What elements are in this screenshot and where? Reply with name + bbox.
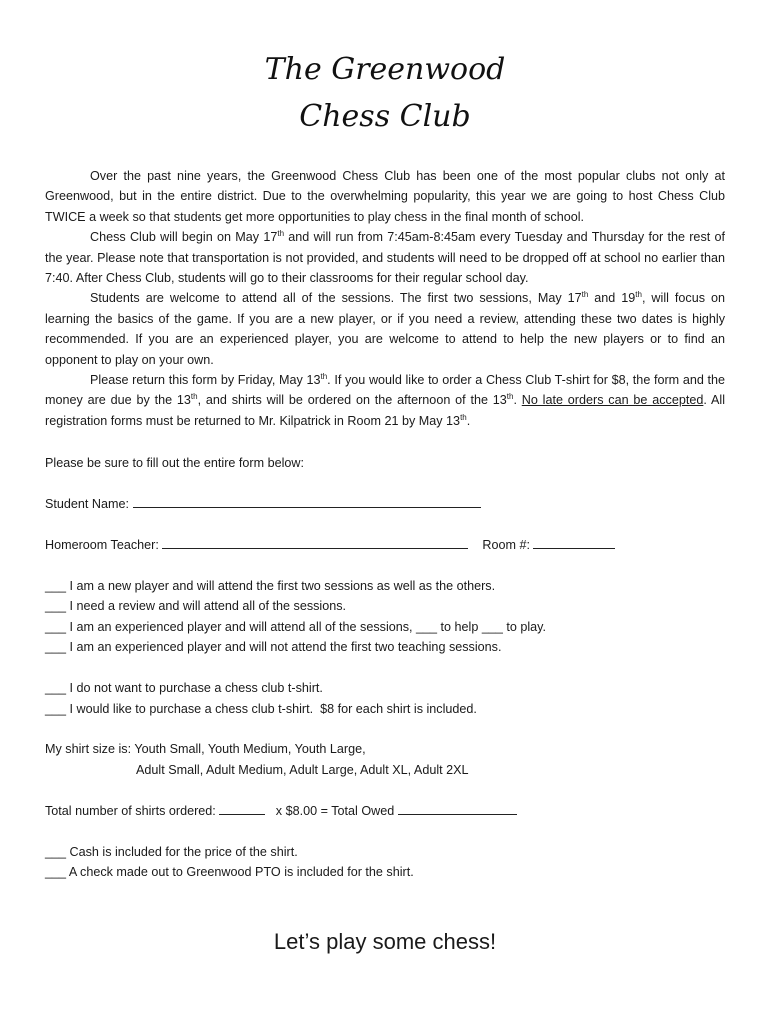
option-checkbox[interactable]: ___ <box>45 681 67 695</box>
student-name-row <box>45 494 481 514</box>
option-experienced-skip: ___ I am an experienced player and will not attend the first two teaching sessions. <box>45 640 502 654</box>
option-new-player: ___ I am a new player and will attend the first two sessions as well as the others. <box>45 579 496 593</box>
homeroom-row <box>45 535 615 555</box>
total-owed-field[interactable] <box>398 802 517 815</box>
option-checkbox[interactable]: ___ <box>45 865 67 879</box>
student-name-label: Student Name: <box>45 497 133 511</box>
option-checkbox[interactable]: ___ <box>45 845 67 859</box>
option-checkbox[interactable]: ___ <box>45 579 67 593</box>
total-shirts-field[interactable] <box>219 802 265 815</box>
option-checkbox[interactable]: ___ <box>45 702 67 716</box>
homeroom-teacher-label: Homeroom Teacher: <box>45 538 163 552</box>
shirt-option-no: ___ I do not want to purchase a chess club t-shirt. <box>45 681 323 695</box>
shirt-size-line-1: My shirt size is: Youth Small, Youth Medium, Youth Large, <box>45 742 366 756</box>
paragraph-history: Over the past nine years, the Greenwood Chess Club has been one of the most popular clubs not only at Greenwood, but in the entire district. Due to the overwhelming popularity, this year we are going to host Chess Club TWICE a week so that students get more opportunities to play chess in the final month of school. <box>45 169 725 224</box>
shirt-option-yes: ___ I would like to purchase a chess club t-shirt. $8 for each shirt is included. <box>45 702 477 716</box>
total-owed-label: x $8.00 = Total Owed <box>265 804 398 818</box>
option-review: ___ I need a review and will attend all of the sessions. <box>45 599 347 613</box>
form-instruction: Please be sure to fill out the entire form below: <box>45 456 305 470</box>
paragraph-deadline: Please return this form by Friday, May 13th. If you would like to order a Chess Club T-shirt for $8, the form and the money are due by the 13th, and shirts will be ordered on the afternoon of the 13th. No late orders can be accepted. All registration forms must be returned to Mr. Kilpatrick in Room 21 by May 13th. <box>45 371 726 428</box>
homeroom-teacher-field[interactable] <box>162 536 468 549</box>
payment-option-check: ___ A check made out to Greenwood PTO is included for the shirt. <box>45 865 414 879</box>
title-line-2: Chess Club <box>299 99 471 134</box>
total-row <box>45 801 517 821</box>
option-checkbox[interactable]: ___ <box>45 620 67 634</box>
total-shirts-label: Total number of shirts ordered: <box>45 804 220 818</box>
title-line-1: The Greenwood <box>264 52 506 87</box>
option-experienced-attend: ___ I am an experienced player and will attend all of the sessions, ___ to help ___ to play. <box>45 620 547 634</box>
student-name-field[interactable] <box>133 495 481 508</box>
shirt-size-line-2: Adult Small, Adult Medium, Adult Large, Adult XL, Adult 2XL <box>136 763 469 777</box>
closing-message: Let’s play some chess! <box>273 929 497 954</box>
paragraph-sessions: Students are welcome to attend all of the sessions. The first two sessions, May 17th and 19th, will focus on learning the basics of the game. If you are a new player, or if you need a review, attending these two dates is highly recommended. If you are an experienced player, you are welcome to attend to help the new players or to find an opponent to play on your own. <box>45 290 725 367</box>
option-checkbox[interactable]: ___ <box>45 599 67 613</box>
intro-paragraphs <box>45 166 725 431</box>
paragraph-schedule: Chess Club will begin on May 17th and will run from 7:45am-8:45am every Tuesday and Thursday for the rest of the year. Please note that transportation is not provided, and students will need to be dropped off at school no earlier than 7:40. After Chess Club, students will go to their classrooms for their regular school day. <box>45 229 726 286</box>
option-checkbox[interactable]: ___ <box>45 640 67 654</box>
room-number-label: Room #: <box>482 538 534 552</box>
room-number-field[interactable] <box>533 536 615 549</box>
payment-option-cash: ___ Cash is included for the price of the shirt. <box>45 845 298 859</box>
no-late-orders-note: No late orders can be accepted <box>521 393 704 408</box>
